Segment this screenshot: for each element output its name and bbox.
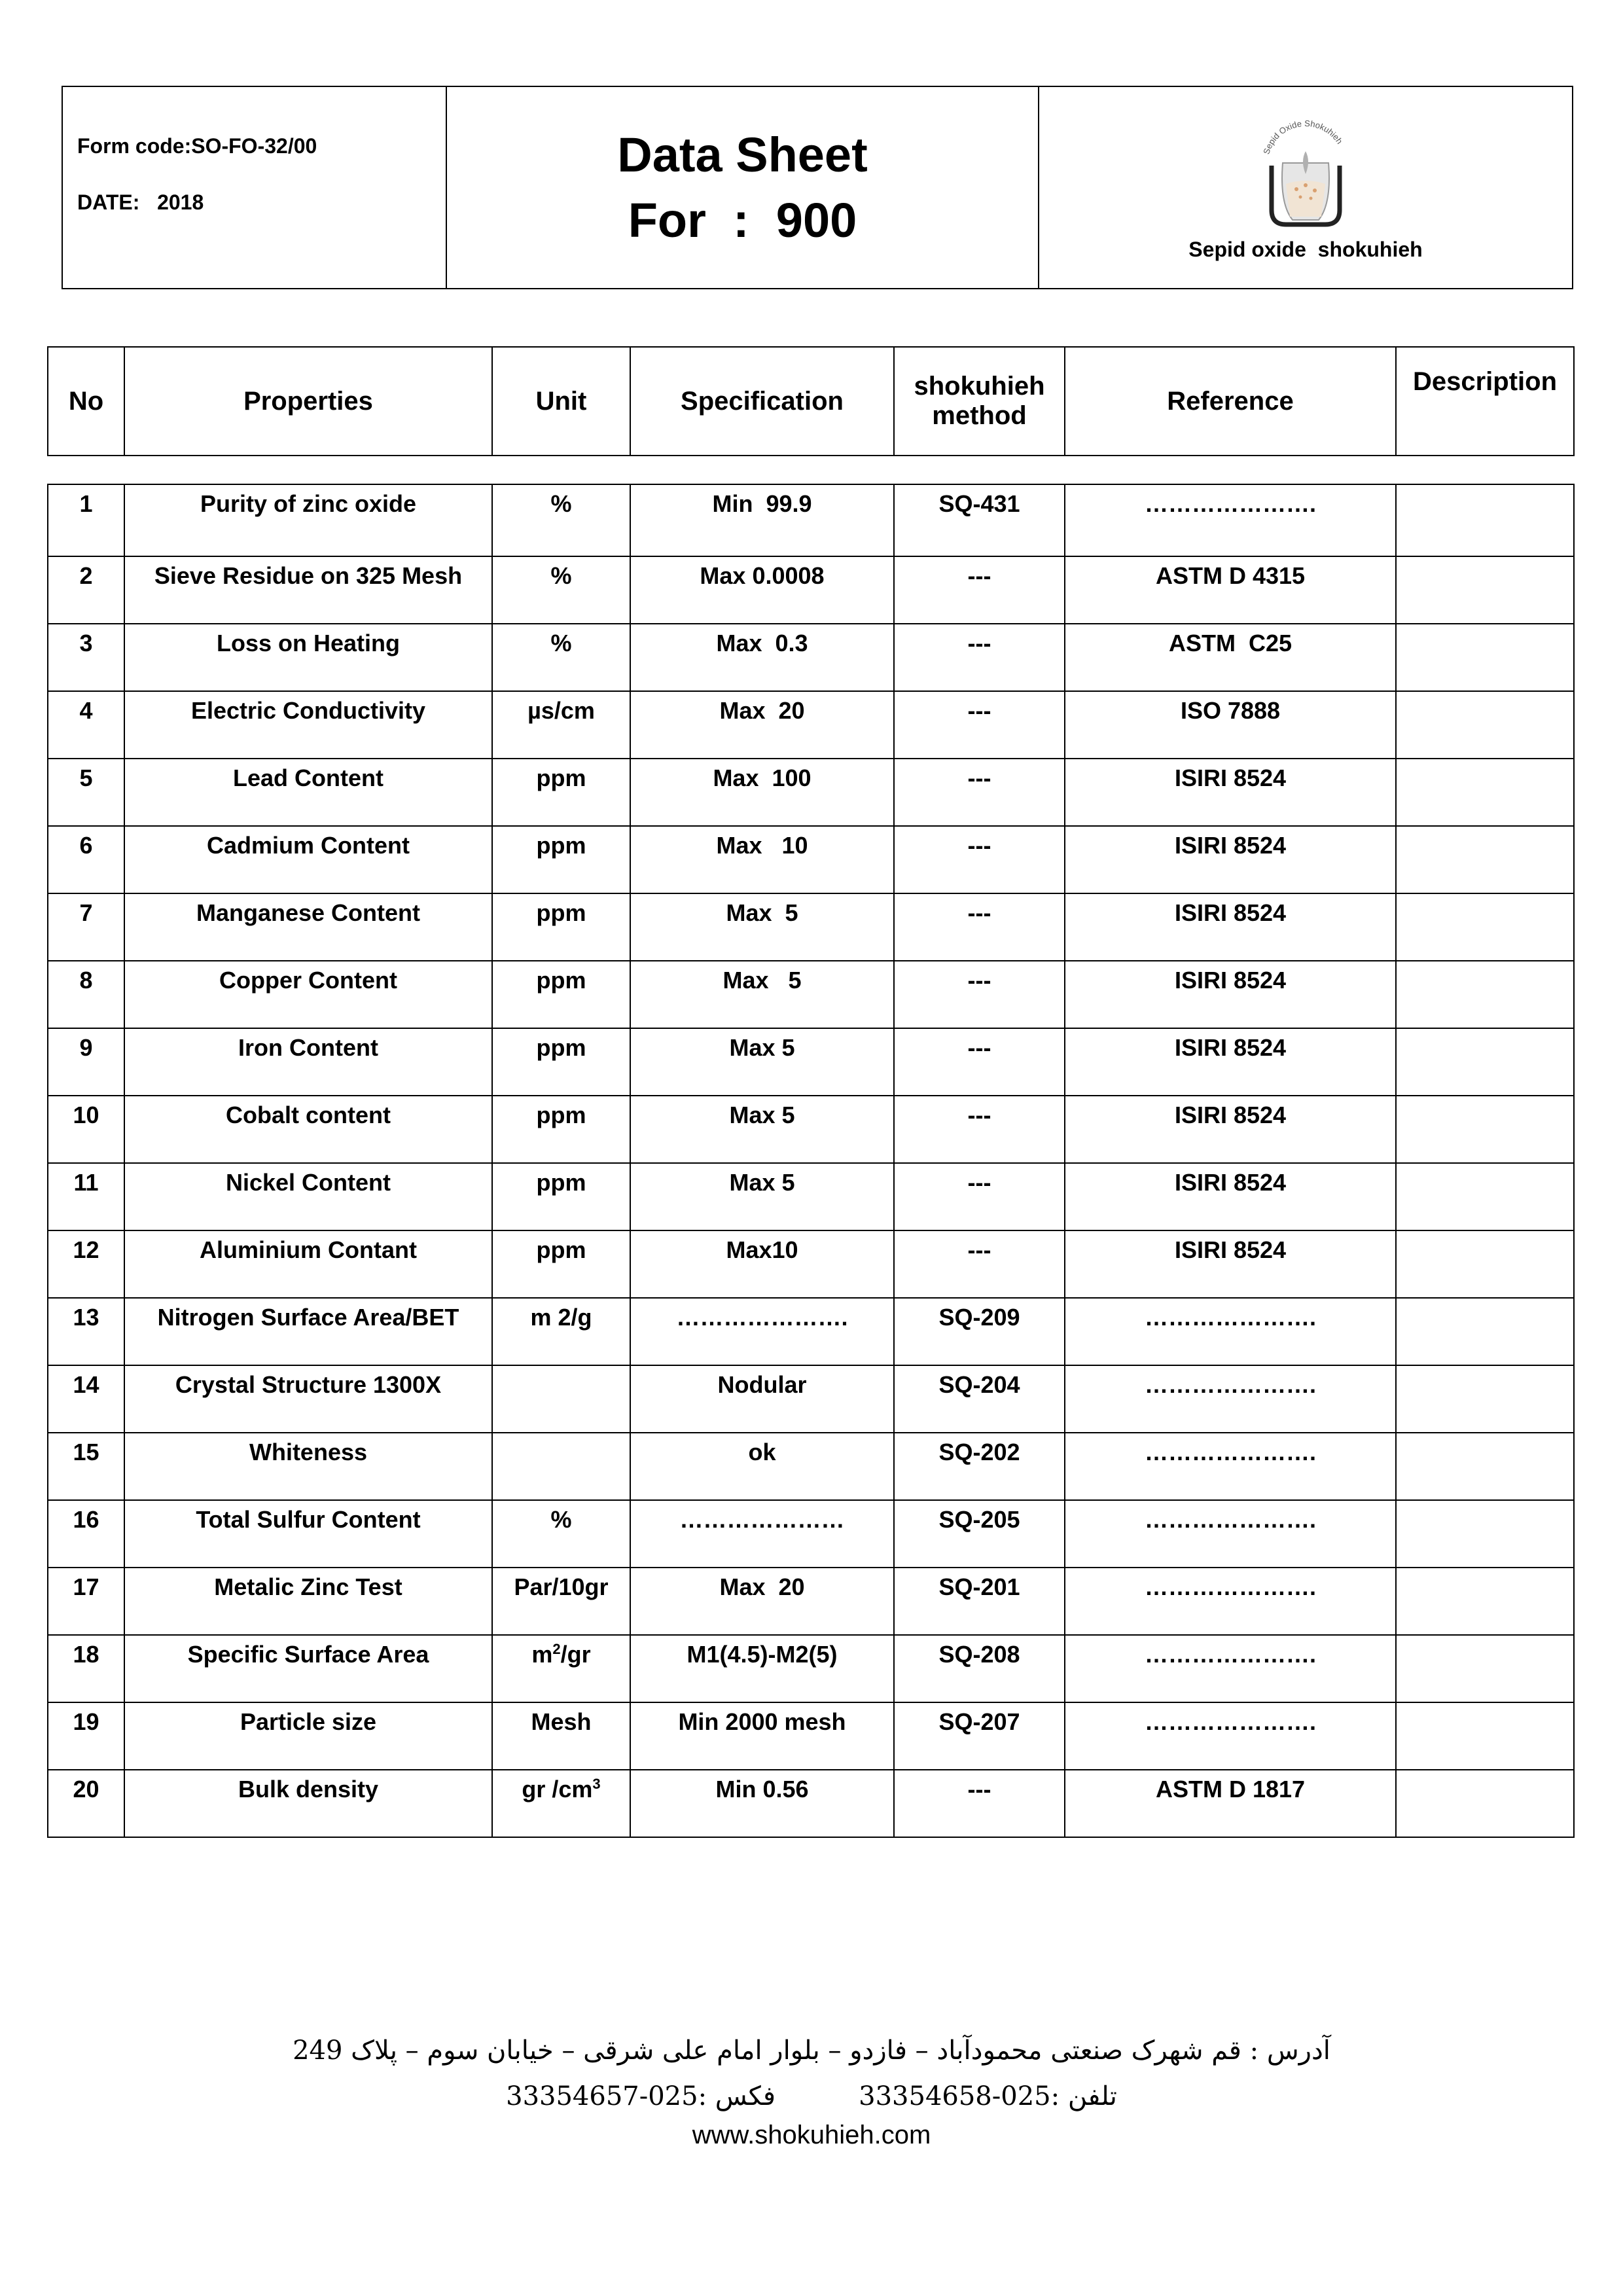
page-title: Data Sheet <box>617 127 868 182</box>
column-header-no: No <box>48 347 124 456</box>
row-description <box>1396 1298 1574 1365</box>
row-number: 7 <box>48 893 124 961</box>
row-number: 9 <box>48 1028 124 1096</box>
table-row <box>48 1298 1574 1365</box>
row-description <box>1396 1568 1574 1635</box>
row-description <box>1396 759 1574 826</box>
column-header-method-line2: method <box>932 401 1027 430</box>
row-specification: ………………… <box>630 1500 894 1568</box>
table-row <box>48 484 1574 556</box>
row-property: Copper Content <box>124 961 492 1028</box>
row-method: SQ-201 <box>894 1568 1065 1635</box>
row-reference: ASTM C25 <box>1065 624 1396 691</box>
row-unit: m 2/g <box>492 1298 630 1365</box>
footer-fax: فکس :025-33354657 <box>506 2081 776 2111</box>
row-reference: …………………. <box>1065 484 1396 556</box>
row-unit: ppm <box>492 893 630 961</box>
row-method: SQ-204 <box>894 1365 1065 1433</box>
row-description <box>1396 484 1574 556</box>
table-row <box>48 556 1574 624</box>
row-description <box>1396 1635 1574 1702</box>
row-number: 6 <box>48 826 124 893</box>
row-reference: …………………. <box>1065 1298 1396 1365</box>
row-property: Electric Conductivity <box>124 691 492 759</box>
table-row <box>48 1365 1574 1433</box>
row-property: Total Sulfur Content <box>124 1500 492 1568</box>
properties-table-body <box>48 484 1574 1837</box>
row-method: --- <box>894 691 1065 759</box>
column-header-method <box>894 347 1065 456</box>
row-unit: µs/cm <box>492 691 630 759</box>
row-method: --- <box>894 893 1065 961</box>
row-unit: % <box>492 1500 630 1568</box>
row-property: Bulk density <box>124 1770 492 1837</box>
table-row <box>48 1433 1574 1500</box>
company-cell <box>1039 87 1572 288</box>
row-method: SQ-209 <box>894 1298 1065 1365</box>
row-unit: ppm <box>492 759 630 826</box>
row-property: Iron Content <box>124 1028 492 1096</box>
table-row <box>48 893 1574 961</box>
row-specification: Max 10 <box>630 826 894 893</box>
row-specification: Max 100 <box>630 759 894 826</box>
row-specification: Min 0.56 <box>630 1770 894 1837</box>
row-description <box>1396 1365 1574 1433</box>
row-number: 8 <box>48 961 124 1028</box>
row-method: SQ-205 <box>894 1500 1065 1568</box>
row-specification: Max 5 <box>630 1028 894 1096</box>
row-method: --- <box>894 624 1065 691</box>
row-unit: % <box>492 624 630 691</box>
row-number: 19 <box>48 1702 124 1770</box>
row-unit: ppm <box>492 961 630 1028</box>
row-number: 13 <box>48 1298 124 1365</box>
row-method: --- <box>894 1770 1065 1837</box>
row-number: 10 <box>48 1096 124 1163</box>
row-unit: Par/10gr <box>492 1568 630 1635</box>
row-property: Manganese Content <box>124 893 492 961</box>
logo-arc-text: Sepid Oxide Shokuhieh <box>1261 118 1345 156</box>
row-unit-exponent: 2 <box>552 1641 561 1657</box>
row-method: --- <box>894 826 1065 893</box>
row-unit: Mesh <box>492 1702 630 1770</box>
row-number: 1 <box>48 484 124 556</box>
column-header-row <box>48 347 1574 456</box>
row-specification: Max 20 <box>630 691 894 759</box>
table-row <box>48 1163 1574 1230</box>
table-row <box>48 759 1574 826</box>
row-method: --- <box>894 556 1065 624</box>
page-subtitle: For : 900 <box>628 192 857 247</box>
form-code: Form code:SO-FO-32/00 <box>77 134 317 158</box>
row-specification: Nodular <box>630 1365 894 1433</box>
table-row <box>48 691 1574 759</box>
column-header-method-line1: shokuhieh <box>914 372 1045 401</box>
row-description <box>1396 1230 1574 1298</box>
row-property: Lead Content <box>124 759 492 826</box>
row-specification: Max 5 <box>630 961 894 1028</box>
row-unit <box>492 1433 630 1500</box>
row-reference: ISIRI 8524 <box>1065 1163 1396 1230</box>
row-description <box>1396 691 1574 759</box>
row-reference: ISIRI 8524 <box>1065 826 1396 893</box>
row-reference: …………………. <box>1065 1433 1396 1500</box>
row-number: 14 <box>48 1365 124 1433</box>
row-reference: …………………. <box>1065 1365 1396 1433</box>
row-unit: ppm <box>492 1230 630 1298</box>
row-number: 15 <box>48 1433 124 1500</box>
footer-phone: تلفن :025-33354658 <box>859 2081 1117 2111</box>
table-row <box>48 1568 1574 1635</box>
row-number: 2 <box>48 556 124 624</box>
row-method: --- <box>894 1163 1065 1230</box>
row-reference: ISIRI 8524 <box>1065 1028 1396 1096</box>
row-description <box>1396 556 1574 624</box>
row-number: 5 <box>48 759 124 826</box>
table-row <box>48 1500 1574 1568</box>
row-description <box>1396 1770 1574 1837</box>
row-specification: Max10 <box>630 1230 894 1298</box>
row-reference: ISIRI 8524 <box>1065 1096 1396 1163</box>
row-unit-base: gr /cm <box>522 1776 593 1803</box>
row-reference: …………………. <box>1065 1568 1396 1635</box>
column-header-description: Description <box>1396 347 1574 456</box>
row-reference: ASTM D 4315 <box>1065 556 1396 624</box>
row-property: Sieve Residue on 325 Mesh <box>124 556 492 624</box>
table-row <box>48 826 1574 893</box>
document-header <box>62 86 1573 289</box>
table-row <box>48 1770 1574 1837</box>
row-unit: % <box>492 556 630 624</box>
column-header-specification: Specification <box>630 347 894 456</box>
row-unit <box>492 1365 630 1433</box>
table-row <box>48 624 1574 691</box>
row-reference: …………………. <box>1065 1635 1396 1702</box>
row-method: SQ-207 <box>894 1702 1065 1770</box>
row-property: Cobalt content <box>124 1096 492 1163</box>
row-number: 16 <box>48 1500 124 1568</box>
row-number: 3 <box>48 624 124 691</box>
row-unit: ppm <box>492 1028 630 1096</box>
table-row <box>48 961 1574 1028</box>
form-info-cell <box>63 87 447 288</box>
row-unit-tail: /gr <box>560 1641 591 1668</box>
row-unit: ppm <box>492 1163 630 1230</box>
table-row <box>48 1635 1574 1702</box>
row-description <box>1396 1028 1574 1096</box>
row-method: SQ-431 <box>894 484 1065 556</box>
row-description <box>1396 1500 1574 1568</box>
row-property: Nickel Content <box>124 1163 492 1230</box>
row-reference: …………………. <box>1065 1500 1396 1568</box>
row-specification: Max 5 <box>630 1096 894 1163</box>
footer-address: آدرس : قم شهرک صنعتی محمودآباد – فازدو – بلوار امام علی شرقی – خیابان سوم – پلاک 249 <box>293 2036 1330 2066</box>
row-description <box>1396 1702 1574 1770</box>
table-row <box>48 1702 1574 1770</box>
column-header-properties: Properties <box>124 347 492 456</box>
row-unit <box>492 1770 630 1837</box>
table-row <box>48 1028 1574 1096</box>
table-row <box>48 1230 1574 1298</box>
row-number: 17 <box>48 1568 124 1635</box>
row-property: Cadmium Content <box>124 826 492 893</box>
row-method: --- <box>894 1230 1065 1298</box>
row-reference: ASTM D 1817 <box>1065 1770 1396 1837</box>
row-property: Metalic Zinc Test <box>124 1568 492 1635</box>
row-specification: ok <box>630 1433 894 1500</box>
row-specification: Max 5 <box>630 893 894 961</box>
svg-text:Sepid Oxide Shokuhieh <box>1261 118 1344 156</box>
row-property: Whiteness <box>124 1433 492 1500</box>
row-description <box>1396 1096 1574 1163</box>
row-method: --- <box>894 1028 1065 1096</box>
row-unit: % <box>492 484 630 556</box>
row-specification: M1(4.5)-M2(5) <box>630 1635 894 1702</box>
footer-contact <box>0 2081 1623 2111</box>
row-property: Particle size <box>124 1702 492 1770</box>
row-method: SQ-208 <box>894 1635 1065 1702</box>
row-property: Purity of zinc oxide <box>124 484 492 556</box>
row-specification: Max 0.0008 <box>630 556 894 624</box>
row-description <box>1396 1163 1574 1230</box>
column-header-reference: Reference <box>1065 347 1396 456</box>
row-specification: Min 2000 mesh <box>630 1702 894 1770</box>
row-specification: Max 20 <box>630 1568 894 1635</box>
row-property: Crystal Structure 1300X <box>124 1365 492 1433</box>
column-header-table <box>47 346 1575 456</box>
row-unit-base: m <box>531 1641 553 1668</box>
row-specification: Max 0.3 <box>630 624 894 691</box>
row-description <box>1396 1433 1574 1500</box>
row-method: --- <box>894 961 1065 1028</box>
row-number: 4 <box>48 691 124 759</box>
row-description <box>1396 624 1574 691</box>
row-unit: ppm <box>492 1096 630 1163</box>
row-method: --- <box>894 759 1065 826</box>
row-reference: ISO 7888 <box>1065 691 1396 759</box>
company-name: Sepid oxide shokuhieh <box>1188 238 1423 261</box>
row-specification: Min 99.9 <box>630 484 894 556</box>
footer-website: www.shokuhieh.com <box>692 2121 931 2149</box>
row-number: 18 <box>48 1635 124 1702</box>
row-property: Loss on Heating <box>124 624 492 691</box>
row-specification: Max 5 <box>630 1163 894 1230</box>
row-reference: ISIRI 8524 <box>1065 759 1396 826</box>
row-property: Aluminium Contant <box>124 1230 492 1298</box>
row-method: --- <box>894 1096 1065 1163</box>
row-specification: …………………. <box>630 1298 894 1365</box>
table-row <box>48 1096 1574 1163</box>
column-header-unit: Unit <box>492 347 630 456</box>
form-date: DATE: 2018 <box>77 190 204 214</box>
row-reference: ISIRI 8524 <box>1065 893 1396 961</box>
row-unit: ppm <box>492 826 630 893</box>
company-logo-icon <box>1253 112 1358 230</box>
title-cell <box>447 87 1039 288</box>
row-unit-exponent: 3 <box>592 1776 601 1792</box>
row-reference: …………………. <box>1065 1702 1396 1770</box>
row-reference: ISIRI 8524 <box>1065 1230 1396 1298</box>
row-description <box>1396 826 1574 893</box>
row-description <box>1396 893 1574 961</box>
row-method: SQ-202 <box>894 1433 1065 1500</box>
row-number: 20 <box>48 1770 124 1837</box>
row-description <box>1396 961 1574 1028</box>
row-property: Specific Surface Area <box>124 1635 492 1702</box>
row-unit <box>492 1635 630 1702</box>
row-number: 11 <box>48 1163 124 1230</box>
row-property: Nitrogen Surface Area/BET <box>124 1298 492 1365</box>
properties-table <box>47 484 1575 1838</box>
row-number: 12 <box>48 1230 124 1298</box>
row-reference: ISIRI 8524 <box>1065 961 1396 1028</box>
